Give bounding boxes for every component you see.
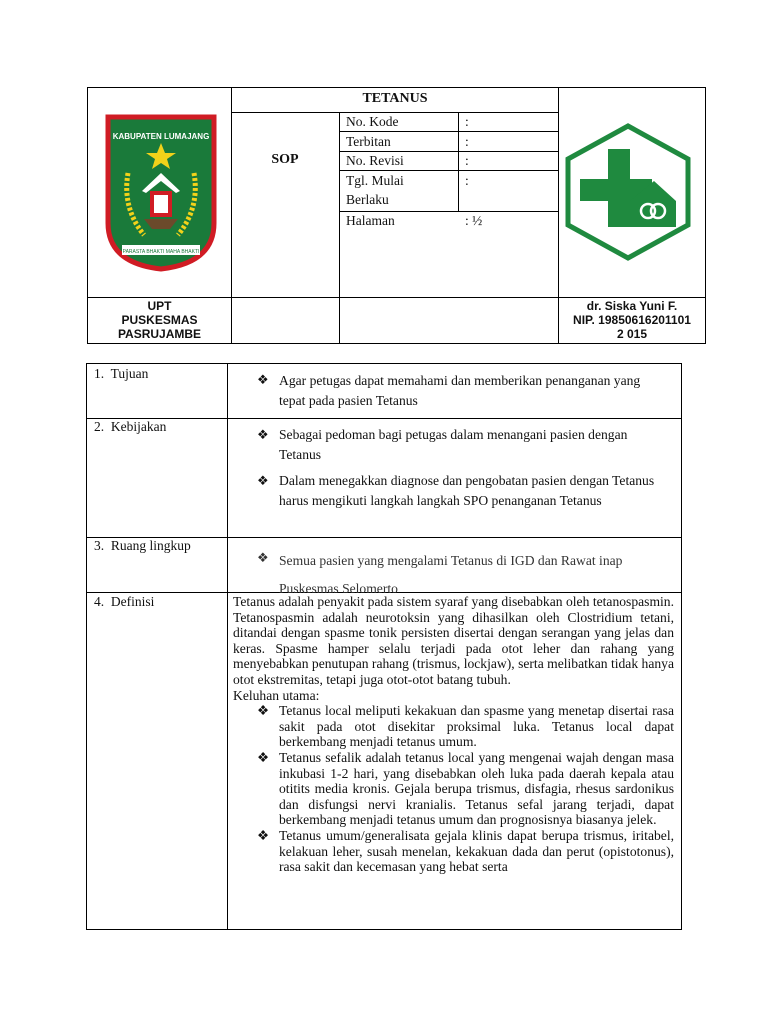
field-value: :	[465, 134, 469, 149]
section-label-tujuan: 1. Tujuan	[94, 366, 149, 381]
field-value: :	[465, 114, 469, 129]
ruang-lingkup-item: Semua pasien yang mengalami Tetanus di IGD dan Rawat inap Puskesmas Selomerto	[279, 553, 623, 596]
field-label: Berlaku	[346, 192, 389, 207]
definisi-list-item: ❖ Tetanus local meliputi kekakuan dan spasme yang menetap disertai rasa sakit pada otot disekitar proksimal luka. Tetanus local dapat berkembang menjadi tetanus umum.	[257, 703, 674, 750]
bullet-icon: ❖	[257, 427, 269, 442]
bullet-icon: ❖	[257, 550, 269, 565]
definisi-body	[233, 594, 674, 875]
kebijakan-item: Dalam menegakkan diagnose dan pengobatan pasien dengan Tetanus harus mengikuti langkah langkah SPO penanganan Tetanus	[279, 473, 655, 508]
bullet-icon: ❖	[257, 473, 269, 488]
field-label: No. Kode	[346, 114, 399, 129]
field-value: :	[465, 173, 469, 188]
field-value: :	[465, 153, 469, 168]
section-label-definisi: 4. Definisi	[94, 594, 155, 609]
kebijakan-item: Sebagai pedoman bagi petugas dalam menangani pasien dengan Tetanus	[279, 427, 628, 462]
definisi-list-item: ❖ Tetanus sefalik adalah tetanus local yang mengenai wajah dengan masa inkubasi 1-2 hari, yang disebabkan oleh luka pada daerah kepala atau otitits media kronis. Gejala berupa trismus, disfagia, rhesus sardonikus dan disfungsi nervi kranialis. Tetanus sefal jarang terjadi, dapat berkembang menjadi tetanus umum dan prognosisnya biasanya jelek.	[257, 749, 674, 828]
logo-top-text: KABUPATEN LUMAJANG	[112, 132, 210, 141]
field-label: No. Revisi	[346, 153, 404, 168]
bullet-icon: ❖	[257, 372, 269, 387]
signatory: dr. Siska Yuni F. NIP. 19850616201101 2 015	[573, 299, 691, 341]
field-label: Terbitan	[346, 134, 391, 149]
definisi-intro: Tetanus adalah penyakit pada sistem syaraf yang disebabkan oleh tetanospasmin. Tetanospasmin adalah neurotoksin yang dihasilkan oleh Clostridium tetani, ditandai dengan spasme tonik persisten disertai dengan serangan yang jelas dan keras. Spasme hamper selalu terjadi pada otot leher dan rahang yang menyebabkan penutupan rahang (trismus, lockjaw), serta melibatkan tidak hanya otot ekstremitas, tetapi juga otot-otot batang tubuh.	[233, 594, 674, 687]
sop-label: SOP	[271, 152, 299, 167]
tujuan-item: Agar petugas dapat memahami dan memberikan penanganan yang tepat pada pasien Tetanus	[279, 373, 641, 408]
field-label: Tgl. Mulai	[346, 173, 404, 188]
section-label-ruang-lingkup: 3. Ruang lingkup	[94, 538, 191, 553]
complaint-title: Keluhan utama:	[233, 687, 320, 703]
sop-title: TETANUS	[362, 91, 428, 106]
field-label: Halaman	[346, 213, 395, 228]
bullet-icon: ❖	[257, 749, 270, 765]
bullet-icon: ❖	[257, 827, 270, 843]
field-value: : ½	[465, 213, 483, 228]
org-name: UPT PUSKESMAS PASRUJAMBE	[117, 299, 202, 341]
kabupaten-lumajang-logo	[104, 113, 218, 273]
bullet-icon: ❖	[257, 703, 270, 719]
puskesmas-logo	[564, 123, 692, 261]
definisi-list-item: ❖ Tetanus umum/generalisata gejala klinis dapat berupa trismus, iritabel, kelakuan leher, susah menelan, kekakuan dada dan perut (opistotonus), rasa sakit dan kecemasan yang hebat serta	[257, 827, 674, 875]
section-label-kebijakan: 2. Kebijakan	[94, 419, 167, 434]
logo-motto: PARASTA BHAKTI MAHA BHAKTI	[122, 249, 200, 255]
